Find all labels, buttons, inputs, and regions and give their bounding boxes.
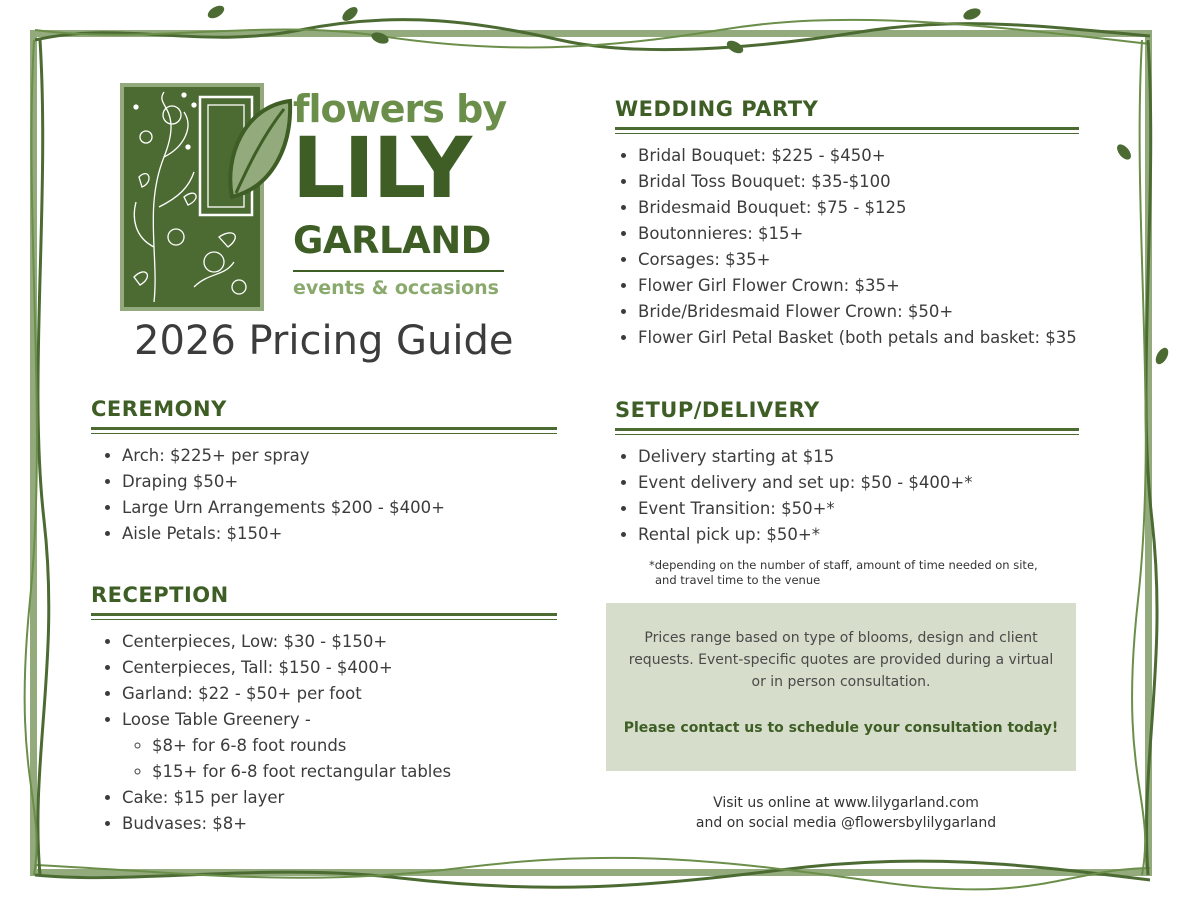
list-item: • Garland: $22 - $50+ per foot bbox=[122, 681, 557, 707]
section-heading: SETUP/DELIVERY bbox=[615, 398, 820, 422]
website-line: Visit us online at www.lilygarland.com bbox=[713, 795, 979, 811]
wedding-party-section bbox=[615, 97, 1079, 365]
setup-delivery-section bbox=[615, 398, 1079, 548]
reception-list bbox=[91, 629, 557, 837]
list-item: • Draping $50+ bbox=[122, 469, 557, 495]
footnote-line: and travel time to the venue bbox=[655, 573, 821, 587]
section-divider bbox=[91, 427, 557, 434]
sub-list-item: ◦ $8+ for 6-8 foot rounds bbox=[152, 733, 557, 759]
leaf-icon bbox=[1153, 346, 1171, 367]
section-divider bbox=[615, 127, 1079, 134]
setup-delivery-list bbox=[615, 444, 1079, 548]
list-item: • Centerpieces, Low: $30 - $150+ bbox=[122, 629, 557, 655]
list-item: • Delivery starting at $15 bbox=[638, 444, 1079, 470]
section-heading: WEDDING PARTY bbox=[615, 97, 819, 121]
consultation-cta: Please contact us to schedule your consultation today! bbox=[623, 720, 1059, 736]
list-item: • Bridal Toss Bouquet: $35-$100 bbox=[638, 169, 1079, 195]
list-item: • Rental pick up: $50+* bbox=[638, 522, 1079, 548]
list-item: • Bride/Bridesmaid Flower Crown: $50+ bbox=[638, 299, 1079, 325]
list-item bbox=[122, 707, 557, 785]
list-item: • Centerpieces, Tall: $150 - $400+ bbox=[122, 655, 557, 681]
brand-line-garland: GARLAND bbox=[293, 219, 491, 262]
leaf-icon bbox=[962, 6, 982, 22]
contact-info bbox=[606, 793, 1086, 833]
list-item: • Event delivery and set up: $50 - $400+* bbox=[638, 470, 1079, 496]
social-line: and on social media @flowersbylilygarland bbox=[695, 815, 997, 831]
section-divider bbox=[91, 613, 557, 620]
list-item: • Bridal Bouquet: $225 - $450+ bbox=[638, 143, 1079, 169]
greenery-sublist bbox=[122, 733, 557, 785]
leaf-logo-icon bbox=[224, 97, 294, 207]
list-item-label: Loose Table Greenery - bbox=[122, 710, 311, 729]
list-item: • Flower Girl Petal Basket (both petals and basket: $35 bbox=[638, 325, 1079, 351]
consultation-line: or in person consultation. bbox=[751, 674, 931, 690]
reception-section bbox=[91, 583, 557, 837]
footnote-line: *depending on the number of staff, amount of time needed on site, bbox=[649, 558, 1038, 572]
list-item: • Event Transition: $50+* bbox=[638, 496, 1079, 522]
wedding-party-list bbox=[615, 143, 1079, 351]
list-item: • Flower Girl Flower Crown: $35+ bbox=[638, 273, 1079, 299]
list-item: • Bridesmaid Bouquet: $75 - $125 bbox=[638, 195, 1079, 221]
list-item: • Cake: $15 per layer bbox=[122, 785, 557, 811]
brand-divider bbox=[293, 270, 504, 272]
list-item: • Budvases: $8+ bbox=[122, 811, 557, 837]
list-item: • Large Urn Arrangements $200 - $400+ bbox=[122, 495, 557, 521]
list-item: • Aisle Petals: $150+ bbox=[122, 521, 557, 547]
list-item: • Arch: $225+ per spray bbox=[122, 443, 557, 469]
delivery-footnote bbox=[649, 558, 1038, 588]
consultation-line: requests. Event-specific quotes are provided during a virtual bbox=[628, 652, 1054, 668]
consultation-line: Prices range based on type of blooms, design and client bbox=[644, 630, 1038, 646]
brand-line-lily: LILY bbox=[292, 119, 471, 217]
list-item: • Boutonnieres: $15+ bbox=[638, 221, 1079, 247]
leaf-icon bbox=[206, 3, 227, 21]
consultation-text bbox=[606, 627, 1076, 693]
ceremony-list bbox=[91, 443, 557, 547]
brand-logo bbox=[120, 83, 510, 313]
section-heading: RECEPTION bbox=[91, 583, 229, 607]
leaf-icon bbox=[1114, 142, 1133, 162]
leaf-icon bbox=[370, 30, 390, 46]
ceremony-section bbox=[91, 397, 557, 547]
section-divider bbox=[615, 428, 1079, 435]
brand-tagline: events & occasions bbox=[293, 277, 499, 299]
list-item: • Corsages: $35+ bbox=[638, 247, 1079, 273]
sub-list-item: ◦ $15+ for 6-8 foot rectangular tables bbox=[152, 759, 557, 785]
brand-line-flowers-by: flowers by bbox=[293, 87, 507, 131]
section-heading: CEREMONY bbox=[91, 397, 227, 421]
page-title: 2026 Pricing Guide bbox=[134, 318, 514, 364]
